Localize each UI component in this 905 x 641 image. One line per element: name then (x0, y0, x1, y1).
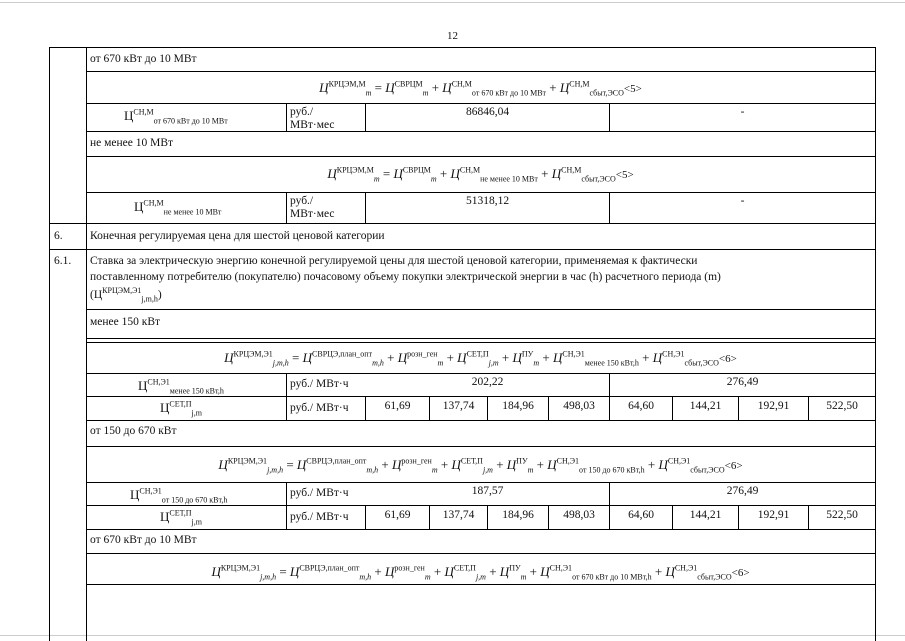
col-divider (286, 192, 287, 223)
symbol-power-10: $Ц^{СН,М}_{не менее 10 МВт}$ (134, 198, 222, 217)
value-network: 64,60 (628, 509, 654, 521)
value-network: 61,69 (384, 400, 411, 412)
section-text-line-2: поставленному потребителю (покупателю) почасовому объему покупки электрической энергии в час (h) расчетного периода (m) (90, 271, 721, 283)
tariff-table (49, 47, 876, 641)
value-energy-670: 187,57 (471, 485, 504, 497)
row-divider (86, 338, 875, 339)
row-divider (50, 249, 875, 250)
value-network: 498,03 (563, 509, 595, 521)
value-dash: - (740, 195, 745, 207)
value-network: 184,96 (502, 509, 534, 521)
value-power-670: 86846,04 (465, 106, 510, 118)
unit-label: руб./ МВт·мес (290, 195, 335, 220)
top-scan-edge (0, 2, 905, 3)
value-network: 522,50 (826, 509, 858, 521)
formula-energy-10: $Ц^{КРЦЭМ,Э1}_{j,m,h} = Ц^{СВРЦЭ,план\_опт}_{m,h} + Ц^{розн\_ген}_m + Ц^{СЕТ,П}_{j,m} + Ц^{ПУ}_m + Ц^{СН,Э1}_{от 670 кВт до 10 МВт,h} + Ц^{СН,Э1}_{сбыт,ЭСО}<6>$ (211, 563, 750, 582)
tier-heading: от 150 до 670 кВт (90, 425, 177, 437)
value-network: 137,74 (442, 400, 475, 412)
row-divider (86, 373, 875, 374)
unit-label: руб./ МВт·ч (290, 487, 349, 499)
value-network: 498,03 (563, 400, 595, 412)
value-network: 61,69 (384, 509, 411, 521)
row-divider (86, 192, 875, 193)
formula-energy-150: $Ц^{КРЦЭМ,Э1}_{j,m,h} = Ц^{СВРЦЭ,план\_опт}_{m,h} + Ц^{розн\_ген}_m + Ц^{СЕТ,П}_{j,m} + Ц^{ПУ}_m + Ц^{СН,Э1}_{менее 150 кВт,h} + Ц^{СН,Э1}_{сбыт,ЭСО}<6>$ (224, 349, 737, 368)
row-divider (86, 342, 875, 343)
value-network: 192,91 (757, 509, 790, 521)
formula-energy-670: $Ц^{КРЦЭМ,Э1}_{j,m,h} = Ц^{СВРЦЭ,план\_опт}_{m,h} + Ц^{розн\_ген}_m + Ц^{СЕТ,П}_{j,m} + Ц^{ПУ}_m + Ц^{СН,Э1}_{от 150 до 670 кВт,h} + Ц^{СН,Э1}_{сбыт,ЭСО}<6>$ (218, 456, 743, 475)
row-divider (86, 156, 875, 157)
symbol-power-670: $Ц^{СН,М}_{от 670 кВт до 10 МВт}$ (124, 107, 228, 126)
formula-power-670: $Ц^{КРЦЭМ,М}_m = Ц^{СВРЦМ}_m + Ц^{СН,М}_{от 670 кВт до 10 МВт} + Ц^{СН,М}_{сбыт,ЭСО}<5>$ (319, 79, 642, 98)
row-divider (86, 420, 875, 421)
value-energy-150: 202,22 (471, 376, 504, 388)
value-network: 137,74 (442, 509, 475, 521)
row-divider (86, 584, 875, 585)
row-divider (86, 396, 875, 397)
value-network: 184,96 (502, 400, 534, 412)
symbol-energy-150: $Ц^{СН,Э1}_{менее 150 кВт,h}$ (138, 377, 224, 396)
value-power-10: 51318,12 (465, 195, 510, 207)
formula-power-10: $Ц^{КРЦЭМ,М}_m = Ц^{СВРЦМ}_m + Ц^{СН,М}_{не менее 10 МВт} + Ц^{СН,М}_{сбыт,ЭСО}<5>$ (327, 165, 634, 184)
tier-heading: от 670 кВт до 10 МВт (90, 53, 197, 65)
section-number: 6. (54, 230, 63, 242)
row-divider (86, 529, 875, 530)
row-divider (86, 505, 875, 506)
page-number: 12 (447, 30, 458, 42)
value-network: 64,60 (628, 400, 654, 412)
tier-heading: не менее 10 МВт (90, 137, 174, 149)
row-divider (86, 71, 875, 72)
value-network: 144,21 (689, 400, 722, 412)
row-divider (86, 131, 875, 132)
row-divider (86, 482, 875, 483)
value-network: 144,21 (689, 509, 722, 521)
unit-label: руб./ МВт·ч (290, 402, 349, 414)
section-symbol: $(Ц^{КРЦЭМ,Э1}_{j,m,h})$ (90, 286, 162, 304)
unit-label: руб./ МВт·ч (290, 511, 349, 523)
tier-heading: от 670 кВт до 10 МВт (90, 534, 197, 546)
value-network: 192,91 (757, 400, 790, 412)
row-divider (86, 103, 875, 104)
value-energy-150: 276,49 (726, 376, 759, 388)
row-divider (86, 553, 875, 554)
row-divider (50, 223, 875, 224)
section-title: Конечная регулируемая цена для шестой ценовой категории (90, 230, 385, 242)
symbol-network: $Ц^{СЕТ,П}_{j,m}$ (160, 399, 202, 418)
symbol-energy-670: $Ц^{СН,Э1}_{от 150 до 670 кВт,h}$ (130, 486, 228, 505)
section-number: 6.1. (54, 255, 72, 267)
tier-heading: менее 150 кВт (90, 316, 161, 328)
unit-label: руб./ МВт·ч (290, 378, 349, 390)
value-dash: - (740, 106, 745, 118)
unit-label: руб./ МВт·мес (290, 106, 335, 131)
value-network: 522,50 (826, 400, 858, 412)
section-text-line-1: Ставка за электрическую энергию конечной регулируемой цены для шестой ценовой категории, применяемая к фактически (90, 255, 698, 267)
symbol-network: $Ц^{СЕТ,П}_{j,m}$ (160, 508, 202, 527)
col-divider (286, 103, 287, 131)
row-divider (86, 446, 875, 447)
row-divider (86, 309, 875, 310)
value-energy-670: 276,49 (726, 485, 759, 497)
